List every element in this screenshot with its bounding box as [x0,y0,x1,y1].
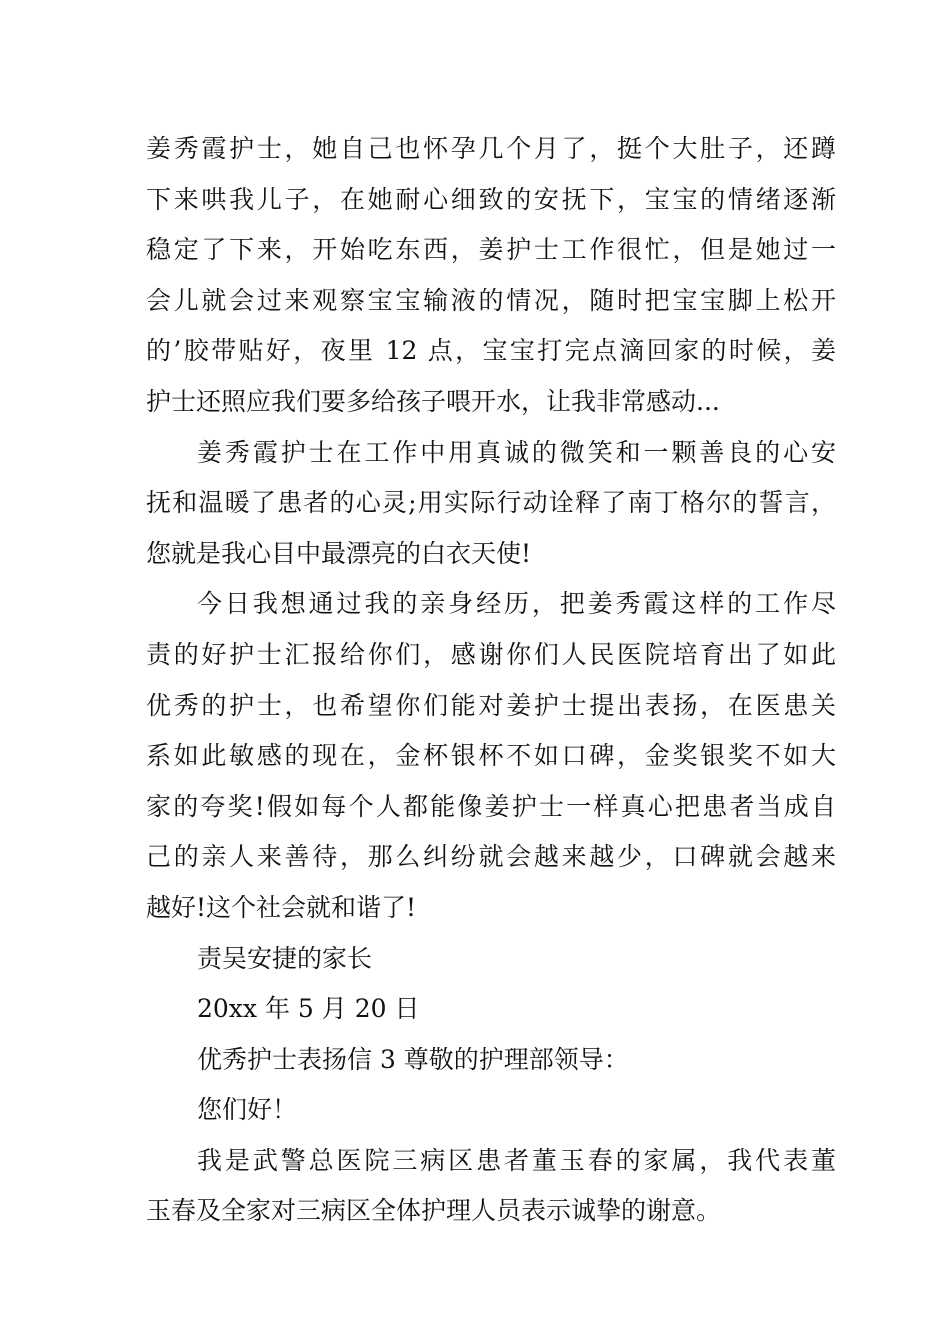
text-line: 己的亲人来善待，那么纠纷就会越来越少，口碑就会越来 [146,842,836,872]
text-line: 的’胶带贴好，夜里 12 点，宝宝打完点滴回家的时候，姜 [146,336,836,366]
text-line: 您就是我心目中最漂亮的白衣天使! [146,538,532,568]
text-line: 今日我想通过我的亲身经历，把姜秀霞这样的工作尽 [197,589,836,619]
text-line: 稳定了下来，开始吃东西，姜护士工作很忙，但是她过一 [146,235,836,265]
text-line: 越好!这个社会就和谐了! [146,892,417,922]
text-line: 抚和温暖了患者的心灵;用实际行动诠释了南丁格尔的誓言， [146,488,836,518]
text-line: 系如此敏感的现在，金杯银杯不如口碑，金奖银奖不如大 [146,741,836,771]
text-line: 玉春及全家对三病区全体护理人员表示诚挚的谢意。 [146,1196,722,1226]
greeting-line: 您们好！ [197,1095,298,1125]
text-line: 责的好护士汇报给你们，感谢你们人民医院培育出了如此 [146,639,836,669]
document-body [146,124,836,1237]
text-line: 姜秀霞护士在工作中用真诚的微笑和一颗善良的心安 [197,437,836,467]
text-line: 护士还照应我们要多给孩子喂开水，让我非常感动... [146,386,720,416]
text-line: 我是武警总医院三病区患者董玉春的家属，我代表董 [197,1145,836,1175]
text-line: 下来哄我儿子，在她耐心细致的安抚下，宝宝的情绪逐渐 [146,184,836,214]
text-line: 姜秀霞护士，她自己也怀孕几个月了，挺个大肚子，还蹲 [146,134,836,163]
signature-line: 责吴安捷的家长 [197,943,373,973]
date-line: 20xx 年 5 月 20 日 [197,994,420,1024]
text-line: 会儿就会过来观察宝宝输液的情况，随时把宝宝脚上松开 [146,285,836,315]
text-line: 家的夸奖!假如每个人都能像姜护士一样真心把患者当成自 [146,791,836,821]
text-line: 优秀的护士，也希望你们能对姜护士提出表扬，在医患关 [146,690,836,720]
letter-heading: 优秀护士表扬信 3 尊敬的护理部领导： [197,1044,629,1074]
